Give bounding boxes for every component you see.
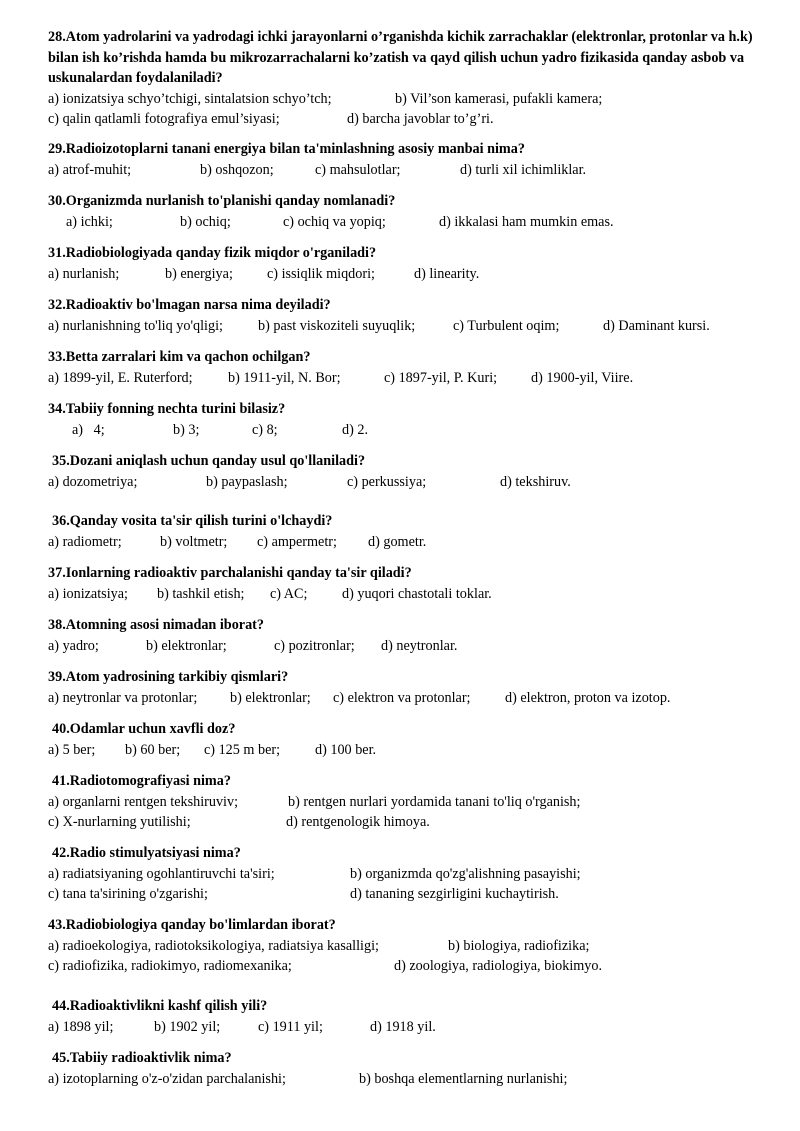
option-c: c) AC; (270, 585, 308, 602)
option-c: c) pozitronlar; (274, 637, 355, 654)
option-d: d) Daminant kursi. (603, 317, 710, 334)
options-row (48, 532, 768, 553)
option-a: a) izotoplarning o'z-o'zidan parchalanishi; (48, 1070, 286, 1087)
option-a: a) radioekologiya, radiotoksikologiya, radiatsiya kasalligi; (48, 937, 379, 954)
options-row (48, 420, 768, 441)
question-44 (48, 996, 768, 1037)
option-d: d) 1918 yil. (370, 1018, 436, 1035)
question-30 (48, 191, 768, 232)
option-a: a) ichki; (66, 213, 113, 230)
question-title: 30.Organizmda nurlanish to'planishi qanday nomlanadi? (48, 193, 396, 209)
option-b: b) tashkil etish; (157, 585, 245, 602)
option-c: c) issiqlik miqdori; (267, 265, 375, 282)
option-a: a) yadro; (48, 637, 99, 654)
question-title: 43.Radiobiologiya qanday bo'limlardan iborat? (48, 917, 336, 933)
question-37 (48, 563, 768, 604)
option-a: a) nurlanishning to'liq yo'qligi; (48, 317, 223, 334)
option-d: d) yuqori chastotali toklar. (342, 585, 492, 602)
question-title: 34.Tabiiy fonning nechta turini bilasiz? (48, 401, 286, 417)
question-40 (48, 719, 768, 760)
option-a: a) 1898 yil; (48, 1018, 114, 1035)
options-row (48, 688, 768, 709)
option-c: c) X-nurlarning yutilishi; (48, 814, 191, 830)
option-b: b) 1902 yil; (154, 1018, 221, 1035)
options-row (48, 212, 768, 233)
options-row (48, 884, 768, 905)
question-31 (48, 243, 768, 284)
option-d: d) tananing sezgirligini kuchaytirish. (350, 886, 559, 902)
options-row (48, 584, 768, 605)
options-row (48, 812, 768, 833)
option-b: b) past viskoziteli suyuqlik; (258, 317, 416, 334)
option-c: c) Turbulent oqim; (453, 317, 560, 334)
question-title: 38.Atomning asosi nimadan iborat? (48, 617, 264, 633)
option-b: b) 60 ber; (125, 741, 181, 758)
options-row (48, 264, 768, 285)
option-c: c) ochiq va yopiq; (283, 213, 386, 230)
question-title: 40.Odamlar uchun xavfli doz? (52, 721, 236, 737)
option-d: d) ikkalasi ham mumkin emas. (439, 213, 614, 230)
option-d: d) zoologiya, radiologiya, biokimyo. (394, 958, 603, 974)
question-41 (48, 771, 768, 833)
question-35 (48, 451, 768, 492)
options-row (48, 160, 768, 181)
option-b: b) elektronlar; (146, 637, 227, 654)
option-b: b) energiya; (165, 265, 233, 282)
option-a: a) ionizatsiya; (48, 585, 128, 602)
option-a: a) radiatsiyaning ogohlantiruvchi ta'siri; (48, 865, 275, 882)
option-d: d) tekshiruv. (500, 473, 571, 490)
option-b: b) Vil’son kamerasi, pufakli kamera; (395, 90, 603, 107)
option-a: a) nurlanish; (48, 265, 120, 282)
question-title: 36.Qanday vosita ta'sir qilish turini o'lchaydi? (52, 513, 333, 529)
option-d: d) linearity. (414, 265, 480, 282)
options-row (48, 864, 768, 885)
options-row (48, 740, 768, 761)
option-a: a) 4; (72, 421, 105, 438)
option-d: d) 2. (342, 421, 369, 438)
option-c: c) tana ta'sirining o'zgarishi; (48, 886, 208, 902)
option-c: c) 1911 yil; (258, 1018, 323, 1035)
question-title: 35.Dozani aniqlash uchun qanday usul qo'llaniladi? (52, 453, 366, 469)
option-b: b) elektronlar; (230, 689, 311, 706)
options-row (48, 316, 768, 337)
question-29 (48, 139, 768, 180)
options-row (48, 1017, 768, 1038)
options-row (48, 936, 768, 957)
option-a: a) 5 ber; (48, 741, 96, 758)
option-b: b) organizmda qo'zg'alishning pasayishi; (350, 865, 581, 882)
option-d: d) turli xil ichimliklar. (460, 161, 587, 178)
option-c: c) 125 m ber; (204, 741, 281, 758)
question-title: 44.Radioaktivlikni kashf qilish yili? (52, 998, 268, 1014)
option-b: b) 3; (173, 421, 200, 438)
question-title: 45.Tabiiy radioaktivlik nima? (52, 1050, 232, 1066)
question-title: 31.Radiobiologiyada qanday fizik miqdor o'rganiladi? (48, 245, 377, 261)
option-d: d) 1900-yil, Viire. (531, 369, 634, 386)
options-row (48, 109, 768, 130)
options-row (48, 636, 768, 657)
option-c: c) perkussiya; (347, 473, 427, 490)
option-d: d) barcha javoblar to’g’ri. (347, 111, 494, 127)
option-c: c) qalin qatlamli fotografiya emul’siyasi; (48, 111, 280, 127)
option-b: b) biologiya, radiofizika; (448, 937, 590, 954)
option-c: c) ampermetr; (257, 533, 337, 550)
question-title: 37.Ionlarning radioaktiv parchalanishi qanday ta'sir qiladi? (48, 565, 412, 581)
option-b: b) boshqa elementlarning nurlanishi; (359, 1070, 568, 1087)
question-title: 29.Radioizotoplarni tanani energiya bilan ta'minlashning asosiy manbai nima? (48, 141, 525, 157)
option-d: d) neytronlar. (381, 637, 458, 654)
option-b: b) oshqozon; (200, 161, 274, 178)
options-row (48, 89, 768, 110)
option-c: c) elektron va protonlar; (333, 689, 471, 706)
option-b: b) rentgen nurlari yordamida tanani to'liq o'rganish; (288, 793, 581, 810)
options-row (48, 1069, 768, 1090)
option-a: a) ionizatsiya schyo’tchigi, sintalatsion schyo’tch; (48, 90, 332, 107)
question-title: 41.Radiotomografiyasi nima? (52, 773, 231, 789)
question-45 (48, 1048, 768, 1089)
option-a: a) radiometr; (48, 533, 122, 550)
option-a: a) neytronlar va protonlar; (48, 689, 198, 706)
option-b: b) paypaslash; (206, 473, 288, 490)
options-row (48, 956, 768, 977)
option-d: d) elektron, proton va izotop. (505, 689, 671, 706)
options-row (48, 472, 768, 493)
question-32 (48, 295, 768, 336)
option-c: c) 8; (252, 421, 278, 438)
option-a: a) atrof-muhit; (48, 161, 132, 178)
option-c: c) 1897-yil, P. Kuri; (384, 369, 498, 386)
options-row (48, 792, 768, 813)
question-title: 42.Radio stimulyatsiyasi nima? (52, 845, 241, 861)
option-b: b) voltmetr; (160, 533, 228, 550)
question-42 (48, 843, 768, 905)
option-c: c) mahsulotlar; (315, 161, 401, 178)
option-a: a) 1899-yil, E. Ruterford; (48, 369, 193, 386)
question-title: 33.Betta zarralari kim va qachon ochilgan? (48, 349, 311, 365)
option-a: a) dozometriya; (48, 473, 138, 490)
question-43 (48, 915, 768, 977)
options-row (48, 368, 768, 389)
option-c: c) radiofizika, radiokimyo, radiomexanika; (48, 958, 292, 974)
question-36 (48, 511, 768, 552)
question-title: 28.Atom yadrolarini va yadrodagi ichki jarayonlarni o’rganishda kichik zarrachaklar (elektronlar, protonlar va h.k) bilan ish ko’rishda hamda bu mikrozarrachalarni ko’zatish va qayd qilish uchun yadro fizikasida qanday asbob va uskunalardan foydalaniladi? (48, 29, 753, 86)
question-34 (48, 399, 768, 440)
question-28 (48, 27, 768, 130)
option-b: b) ochiq; (180, 213, 231, 230)
question-39 (48, 667, 768, 708)
question-title: 32.Radioaktiv bo'lmagan narsa nima deyiladi? (48, 297, 331, 313)
option-a: a) organlarni rentgen tekshiruviv; (48, 793, 239, 810)
question-33 (48, 347, 768, 388)
option-d: d) 100 ber. (315, 741, 377, 758)
option-d: d) rentgenologik himoya. (286, 814, 430, 830)
question-38 (48, 615, 768, 656)
question-title: 39.Atom yadrosining tarkibiy qismlari? (48, 669, 289, 685)
option-b: b) 1911-yil, N. Bor; (228, 369, 341, 386)
option-d: d) gometr. (368, 533, 427, 550)
